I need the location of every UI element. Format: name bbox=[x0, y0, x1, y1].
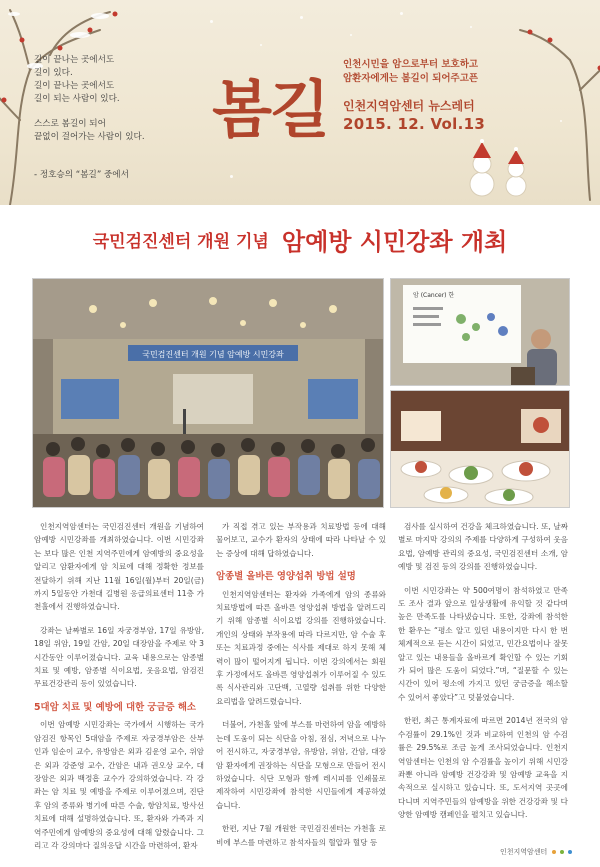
poem-line: 길이 되는 사람이 있다. bbox=[34, 94, 120, 104]
article-paragraph: 인천지역암센터는 환자와 가족에게 암의 종류와 치료방법에 따른 올바른 영양섭취 방법을 알려드리기 위해 암종별 식이요법 강의를 진행하였습니다. 개인의 상태와 부작용에 따라 다르지만, 암 수술 후 또는 치료과정 중에는 식사를 제대로 하지 못해 체력이 많이 떨어지게 됩니다. 이번 강의에서는 회원 후 가정에서도 올바른 영양섭취가 이루어질 수 있도록 식사관리와 고단백, 고열량 섭취를 위한 다양한 요리법을 알려드렸습니다. bbox=[216, 589, 386, 706]
newsletter-name: 인천지역암센터 뉴스레터 bbox=[343, 99, 475, 113]
poem-line: 스스로 봄길이 되어 bbox=[34, 119, 106, 129]
article-subtitle: 국민검진센터 개원 기념 bbox=[92, 232, 269, 252]
article-paragraph: 이번 암예방 시민강좌는 국가에서 시행하는 국가암검진 항목인 5대암을 주제로 자궁경부암은 산부인과 임순이 교수, 유방암은 외과 김운영 교수, 위암은 외과 강준영 교수, 간암은 내과 권오상 교수, 대장암은 외과 백정흠 교수가 강의하였습니다. 각 강좌는 암 치료 및 예방을 주제로 이루어졌으며, 진단후 암의 종류와 병기에 따른 수술, 항암치료, 방사선치료에 대해 설명하였습니다. 또, 환자와 가족과 지역주민에게 암예방의 중요성에 대해 알렸습니다. 그리고 각 강의마다 질의응답 시간을 마련하여, 환자 bbox=[34, 720, 204, 850]
article-column-1 bbox=[34, 520, 204, 862]
tagline bbox=[343, 58, 543, 86]
food-display-illustration bbox=[391, 391, 570, 508]
lecture-hall-illustration bbox=[33, 279, 384, 508]
issue-number: 2015. 12. Vol.13 bbox=[343, 115, 486, 133]
article-paragraph: 한편, 최근 통계자료에 따르면 2014년 전국의 암 수검률이 29.1%인 것과 비교하여 인천의 암 수검률은 29.5%로 조금 높게 조사되었습니다. 인천지역암센터는 인천의 암 수검률을 높이기 위해 시민강좌뿐 아니라 암예방 건강강좌 및 암예방 교육을 지속적으로 실시하고 있습니다. 또, 도서지역 곳곳에 다니며 지역주민들의 암예방을 위한 건강강좌 및 다양한 암예방 캠페인을 펼치고 있습니다. bbox=[398, 716, 568, 820]
snow-flake bbox=[350, 34, 352, 36]
footer-org bbox=[500, 847, 572, 857]
slide-title: 암 (Cancer) 한 bbox=[413, 292, 455, 299]
lecture-hall-photo bbox=[32, 278, 384, 508]
speaker-illustration bbox=[391, 279, 570, 386]
poem-quote bbox=[34, 54, 204, 144]
poem-line: 길이 끝나는 곳에서도 bbox=[34, 55, 115, 65]
poem-source: - 정호승의 “봄길” 중에서 bbox=[34, 170, 129, 180]
poem-line: 길이 끝나는 곳에서도 bbox=[34, 81, 115, 91]
event-banner-text: 국민검진센터 개원 기념 암예방 시민강좌 bbox=[142, 350, 284, 359]
snow-flake bbox=[260, 44, 262, 46]
food-display-photo bbox=[390, 390, 570, 508]
footer-dot-icon bbox=[568, 850, 572, 854]
article-headline: 암예방 시민강좌 개최 bbox=[281, 228, 508, 256]
speaker-photo bbox=[390, 278, 570, 386]
tagline-line: 암환자에게는 봄길이 되어주고픈 bbox=[343, 73, 479, 84]
footer-org-name: 인천지역암센터 bbox=[499, 848, 548, 856]
snow-flake bbox=[400, 12, 403, 15]
footer-dot-icon bbox=[552, 850, 556, 854]
section-heading: 암종별 올바른 영양섭취 방법 설명 bbox=[216, 571, 356, 583]
article-paragraph: 이번 시민강좌는 약 500여명이 참석하였고 만족도 조사 결과 앞으로 일상생활에 유익할 것 같다며 높은 만족도를 나타냈습니다. 또한, 강좌에 참석한 한 환우는 “평소 알고 있던 내용이지만 다시 한 번 체계적으로 듣는 시간이 되었고, 민간요법이나 잘못 알고 있는 내용들을 올바르게 확인할 수 있는 기회가 되어 많은 도움이 되었다.”며, “질문할 수 있는 시간이 있어 평소에 가지고 있던 궁금증을 해소할 수 있어서 좋았다”고 덧붙였습니다. bbox=[398, 585, 568, 702]
snow-flake bbox=[230, 175, 233, 178]
article-column-3 bbox=[398, 520, 568, 832]
article-paragraph: 더불어, 가천홀 앞에 부스를 마련하여 암을 예방하는데 도움이 되는 식단을 아침, 점심, 저녁으로 나누어 전시하고, 자궁경부암, 유방암, 위암, 간암, 대장암 환자에게 권장하는 식단을 모형으로 만들어 전시하였습니다. 식단 모형과 함께 레시피를 인쇄물로 제작하여 시민강좌에 참석한 시민들에게 제공하였습니다. bbox=[216, 720, 386, 810]
header-banner bbox=[0, 0, 600, 205]
article-paragraph: 인천지역암센터는 국민검진센터 개원을 기념하여 암예방 시민강좌를 개최하였습니다. 이번 시민강좌는 보다 많은 인천 지역주민에게 암예방의 중요성을 알리고 암환자에게 암 치료에 대해 정확한 정보를 전달하기 위해 지난 11월 16일(월)부터 20일(금)까지 5일동안 가천대 길병원 응급의료센터 11층 가천홀에서 진행하였습니다. bbox=[34, 522, 204, 612]
snow-flake bbox=[300, 16, 303, 19]
article-column-2 bbox=[216, 520, 386, 859]
article-paragraph: 가 직접 겪고 있는 부작용과 치료방법 등에 대해 물어보고, 교수가 환자의 상태에 따라 나타날 수 있는 증상에 대해 답하였습니다. bbox=[216, 522, 386, 558]
masthead-logo: 봄길 bbox=[212, 73, 328, 146]
article-paragraph: 강좌는 날짜별로 16일 자궁경부암, 17일 유방암, 18일 위암, 19일 간암, 20일 대장암을 주제로 약 3시간동안 이루어졌습니다. 교육 내용으로는 암종별 치료 및 예방, 암종별 식이요법, 웃음요법, 암검진 무료건강관리 등이 있었습니다. bbox=[34, 625, 204, 689]
poem-line: 끝없이 걸어가는 사람이 있다. bbox=[34, 132, 145, 142]
footer-dot-icon bbox=[560, 850, 564, 854]
section-heading: 5대암 치료 및 예방에 대한 궁금증 해소 bbox=[34, 701, 196, 713]
article-paragraph: 검사를 실시하여 건강을 체크하였습니다. 또, 날짜별로 마지막 강의의 주제를 다양하게 구성하여 웃음요법, 암예방 관리의 중요성, 국민검진센터 소개, 암예방 및 검진 등의 강의를 진행하였습니다. bbox=[398, 522, 568, 572]
snow-flake bbox=[210, 20, 213, 23]
tagline-line: 인천시민을 암으로부터 보호하고 bbox=[343, 59, 479, 70]
poem-line: 길이 있다. bbox=[34, 68, 73, 78]
article-paragraph: 한편, 지난 7월 개원한 국민검진센터는 가천홀 로비에 부스를 마련하고 참석자들의 혈압과 혈당 등 bbox=[216, 824, 386, 847]
article-title bbox=[0, 222, 600, 257]
